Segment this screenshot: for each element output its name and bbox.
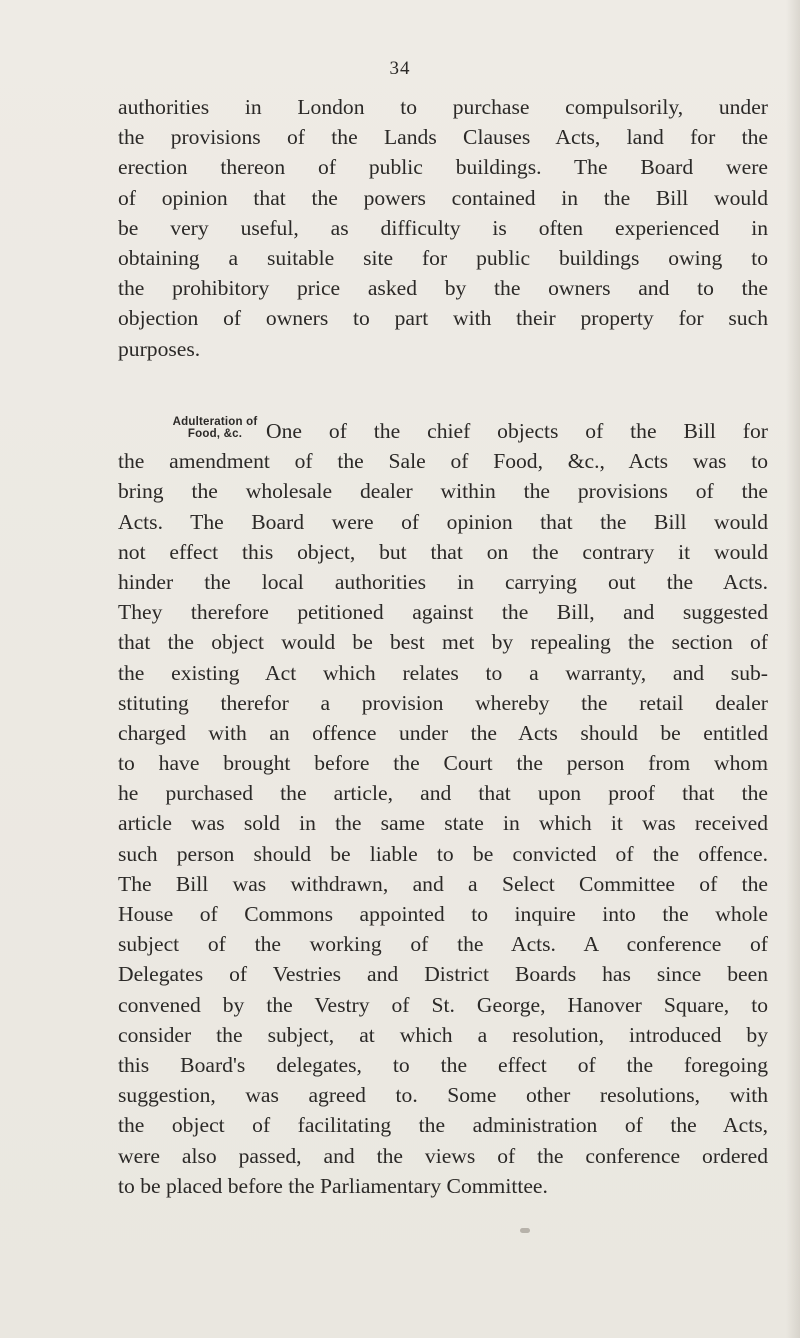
text-line: the object of facilitating the administration of the Acts,	[118, 1113, 768, 1138]
text-line: the prohibitory price asked by the owners and to the	[118, 276, 768, 301]
text-line: of opinion that the powers contained in the Bill would	[118, 185, 768, 210]
text-line: consider the subject, at which a resolution, introduced by	[118, 1022, 768, 1047]
text-line: House of Commons appointed to inquire into the whole	[118, 902, 768, 926]
text-line: Delegates of Vestries and District Boards has since been	[118, 962, 768, 987]
text-line: charged with an offence under the Acts should be entitled	[118, 720, 768, 745]
text-line: subject of the working of the Acts. A conference of	[118, 932, 768, 957]
text-line: this Board's delegates, to the effect of the foregoing	[118, 1052, 768, 1077]
text-line: obtaining a suitable site for public buildings owing to	[118, 245, 768, 270]
text-line: not effect this object, but that on the contrary it would	[118, 539, 768, 564]
text-line: They therefore petitioned against the Bill, and suggested	[118, 600, 768, 625]
text-line: the amendment of the Sale of Food, &c., Acts was to	[118, 449, 768, 474]
page-number: 34	[389, 58, 411, 79]
text-line: bring the wholesale dealer within the provisions of the	[118, 479, 768, 504]
text-line: convened by the Vestry of St. George, Hanover Square, to	[118, 992, 768, 1017]
text-line: were also passed, and the views of the conference ordered	[118, 1143, 768, 1168]
text-line: Acts. The Board were of opinion that the Bill would	[118, 509, 768, 534]
text-line: the existing Act which relates to a warranty, and sub-	[118, 660, 768, 685]
text-line: article was sold in the same state in which it was received	[118, 811, 768, 836]
text-line: hinder the local authorities in carrying out the Acts.	[118, 569, 768, 594]
text-line: purposes.	[118, 336, 201, 361]
text-line: suggestion, was agreed to. Some other resolutions, with	[118, 1083, 768, 1108]
page-edge-shadow	[786, 0, 800, 1338]
paragraph-adulteration-of-food	[118, 416, 768, 1201]
ink-speck	[520, 1228, 530, 1233]
text-line: One of the chief objects of the Bill for	[266, 419, 768, 443]
text-line: objection of owners to part with their property for such	[118, 306, 768, 331]
text-line: stituting therefor a provision whereby the retail dealer	[118, 690, 768, 715]
text-line: he purchased the article, and that upon proof that the	[118, 781, 768, 806]
text-line: the provisions of the Lands Clauses Acts, land for the	[118, 125, 768, 150]
text-line: be very useful, as difficulty is often experienced in	[118, 215, 768, 240]
sidenote-line: Adulteration of	[172, 416, 258, 428]
paragraph-public-buildings	[118, 92, 768, 364]
text-line: authorities in London to purchase compulsorily, under	[118, 95, 768, 119]
text-line: erection thereon of public buildings. The Board were	[118, 155, 768, 180]
text-line: such person should be liable to be convicted of the offence.	[118, 841, 768, 866]
text-line: to have brought before the Court the person from whom	[118, 751, 768, 776]
text-line: to be placed before the Parliamentary Committee.	[118, 1173, 548, 1198]
sidenote-line: Food, &c.	[187, 428, 243, 440]
text-line: that the object would be best met by repealing the section of	[118, 630, 768, 655]
text-line: The Bill was withdrawn, and a Select Committee of the	[118, 871, 768, 896]
